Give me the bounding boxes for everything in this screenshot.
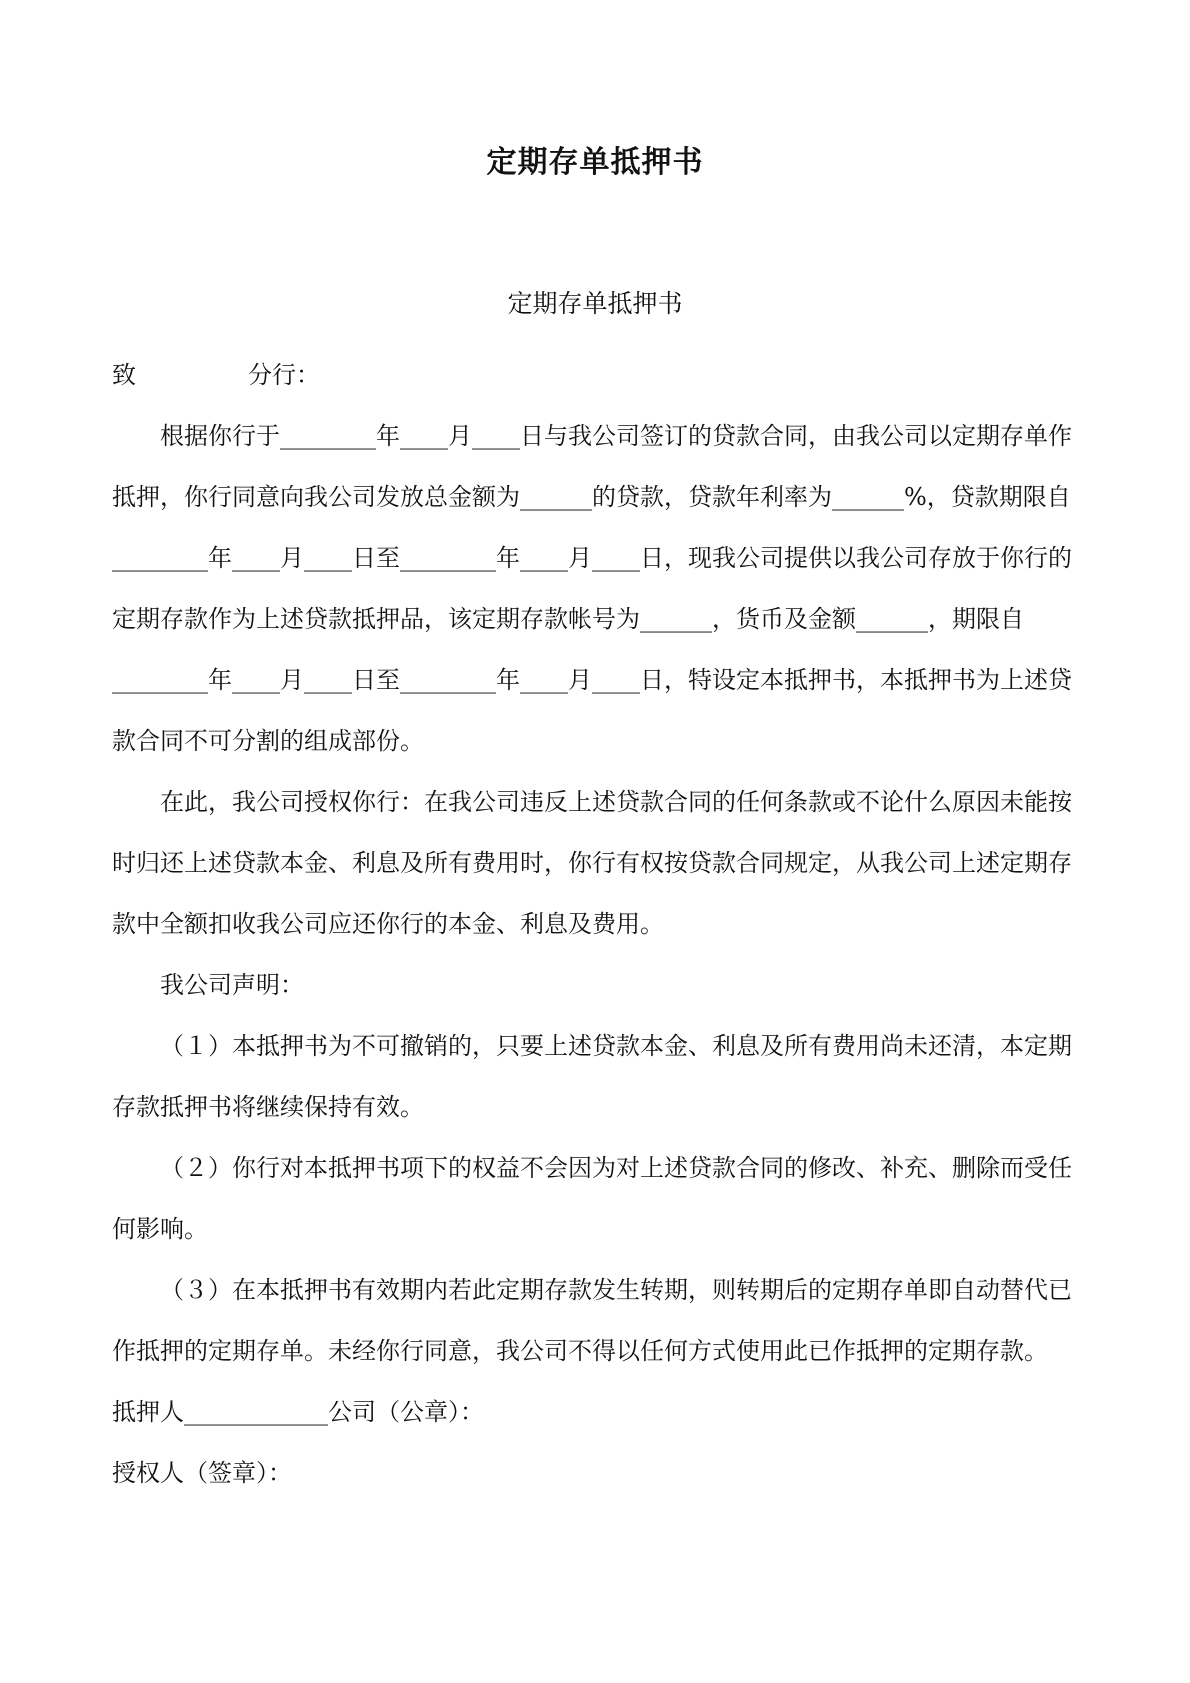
addressee-line	[112, 345, 1072, 406]
paragraph-loan-terms: 根据你行于________年____月____日与我公司签订的贷款合同，由我公司以定期存单作抵押，你行同意向我公司发放总金额为______的贷款，贷款年利率为______%，贷款期限自________年____月____日至________年____月____日，现我公司提供以我公司存放于你行的定期存款作为上述贷款抵押品，该定期存款帐号为______，货币及金额______，期限自________年____月____日至________年____月____日，特设定本抵押书，本抵押书为上述贷款合同不可分割的组成部份。	[112, 422, 1072, 755]
paragraph-declaration-2: （２）你行对本抵押书项下的权益不会因为对上述贷款合同的修改、补充、删除而受任何影响。	[112, 1154, 1072, 1243]
paragraph-declaration-3: （３）在本抵押书有效期内若此定期存款发生转期，则转期后的定期存单即自动替代已作抵押的定期存单。未经你行同意，我公司不得以任何方式使用此已作抵押的定期存款。	[112, 1276, 1072, 1365]
document-body	[112, 345, 1072, 1504]
paragraph-declaration-1: （１）本抵押书为不可撤销的，只要上述贷款本金、利息及所有费用尚未还清，本定期存款抵押书将继续保持有效。	[112, 1032, 1072, 1121]
addressee-branch: 分行：	[248, 361, 320, 389]
paragraph-authorization: 在此，我公司授权你行：在我公司违反上述贷款合同的任何条款或不论什么原因未能按时归还上述贷款本金、利息及所有费用时，你行有权按贷款合同规定，从我公司上述定期存款中全额扣收我公司应还你行的本金、利息及费用。	[112, 788, 1072, 938]
document-subtitle: 定期存单抵押书	[507, 289, 683, 318]
signature-authorized: 授权人（签章）：	[112, 1459, 292, 1487]
document-title: 定期存单抵押书	[486, 145, 704, 180]
addressee-to: 致	[112, 361, 136, 389]
signature-mortgagor: 抵押人____________公司（公章）：	[112, 1398, 484, 1426]
paragraph-declaration-heading: 我公司声明：	[160, 971, 304, 999]
